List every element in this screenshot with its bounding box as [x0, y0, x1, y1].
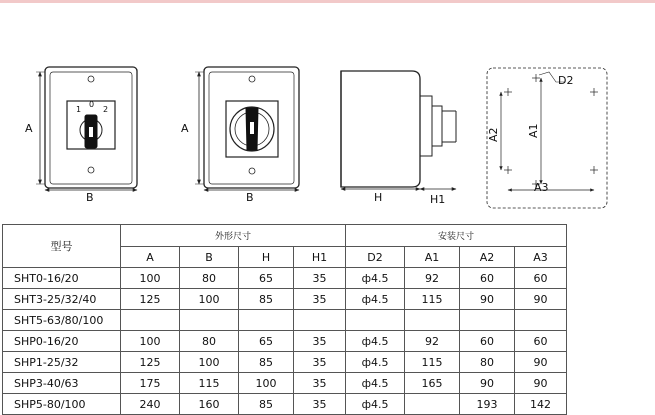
col-b: B [180, 247, 239, 268]
cell-value: 80 [180, 331, 239, 352]
cell-value [515, 310, 567, 331]
cell-value: 100 [180, 352, 239, 373]
cell-value: ф4.5 [346, 289, 405, 310]
mount-dim-a3: A3 [534, 181, 549, 194]
cell-value [460, 310, 515, 331]
cell-value: 85 [239, 352, 294, 373]
table-row [3, 394, 567, 415]
cell-value [405, 394, 460, 415]
cell-value: 65 [239, 331, 294, 352]
cell-value: 92 [405, 268, 460, 289]
cell-value [180, 310, 239, 331]
cell-value: 160 [180, 394, 239, 415]
front1-dim-a: A [25, 122, 33, 135]
cell-value: 90 [515, 289, 567, 310]
cell-value: 60 [460, 268, 515, 289]
front2-dim-a: A [181, 122, 189, 135]
cell-value: 80 [180, 268, 239, 289]
front-view-switch-1 [36, 67, 137, 190]
front1-dim-b: B [86, 191, 94, 204]
cell-model: SHP0-16/20 [3, 331, 121, 352]
table-row [3, 310, 567, 331]
cell-value: ф4.5 [346, 394, 405, 415]
cell-value: 90 [515, 373, 567, 394]
cell-value: 165 [405, 373, 460, 394]
cell-value: 142 [515, 394, 567, 415]
cell-value: 100 [239, 373, 294, 394]
cell-value: 35 [294, 331, 346, 352]
mount-dim-d2: D2 [558, 74, 574, 87]
cell-value [294, 310, 346, 331]
cell-value: 100 [121, 268, 180, 289]
cell-value: 35 [294, 289, 346, 310]
header-mounting-dimensions: 安装尺寸 [346, 225, 567, 247]
mount-dim-a2: A2 [487, 127, 500, 142]
side-dim-h1: H1 [430, 193, 446, 206]
cell-value: 85 [239, 394, 294, 415]
cell-value: 35 [294, 352, 346, 373]
cell-value: 35 [294, 394, 346, 415]
cell-model: SHP3-40/63 [3, 373, 121, 394]
cell-value: ф4.5 [346, 331, 405, 352]
cell-value: ф4.5 [346, 268, 405, 289]
cell-value: 60 [515, 268, 567, 289]
cell-value [346, 310, 405, 331]
dial-position-0: 0 [89, 100, 95, 109]
col-a2: A2 [460, 247, 515, 268]
cell-value: 100 [180, 289, 239, 310]
mount-dim-a1: A1 [527, 123, 540, 138]
cell-value: 175 [121, 373, 180, 394]
table-row [3, 373, 567, 394]
cell-value: 85 [239, 289, 294, 310]
cell-value: 125 [121, 352, 180, 373]
table-row [3, 331, 567, 352]
col-a1: A1 [405, 247, 460, 268]
cell-value [405, 310, 460, 331]
cell-model: SHT3-25/32/40 [3, 289, 121, 310]
cell-value: ф4.5 [346, 352, 405, 373]
col-h1: H1 [294, 247, 346, 268]
table-row [3, 268, 567, 289]
cell-value: 60 [460, 331, 515, 352]
table-row [3, 352, 567, 373]
front-view-switch-2 [195, 67, 299, 190]
col-a: A [121, 247, 180, 268]
cell-value: 240 [121, 394, 180, 415]
cell-value: 90 [515, 352, 567, 373]
col-h: H [239, 247, 294, 268]
cell-value: 100 [121, 331, 180, 352]
col-d2: D2 [346, 247, 405, 268]
cell-value: 193 [460, 394, 515, 415]
cell-value: 65 [239, 268, 294, 289]
cell-value: 60 [515, 331, 567, 352]
header-outer-dimensions: 外形尺寸 [121, 225, 346, 247]
col-a3: A3 [515, 247, 567, 268]
cell-value: 115 [180, 373, 239, 394]
dial-position-1: 1 [76, 105, 82, 114]
cell-value: 90 [460, 373, 515, 394]
cell-value: 115 [405, 352, 460, 373]
cell-model: SHP1-25/32 [3, 352, 121, 373]
header-model: 型号 [3, 225, 121, 268]
spec-table [2, 224, 567, 415]
cell-value [121, 310, 180, 331]
cell-value: 80 [460, 352, 515, 373]
cell-value [239, 310, 294, 331]
table-row [3, 289, 567, 310]
front2-dim-b: B [246, 191, 254, 204]
side-view [341, 71, 456, 189]
cell-model: SHP5-80/100 [3, 394, 121, 415]
cell-model: SHT0-16/20 [3, 268, 121, 289]
cell-value: 115 [405, 289, 460, 310]
side-dim-h: H [374, 191, 383, 204]
cell-value: 35 [294, 373, 346, 394]
cell-value: 35 [294, 268, 346, 289]
cell-value: 90 [460, 289, 515, 310]
cell-model: SHT5-63/80/100 [3, 310, 121, 331]
cell-value: 125 [121, 289, 180, 310]
dial-position-2: 2 [103, 105, 109, 114]
table-group-header [3, 225, 567, 247]
cell-value: ф4.5 [346, 373, 405, 394]
cell-value: 92 [405, 331, 460, 352]
